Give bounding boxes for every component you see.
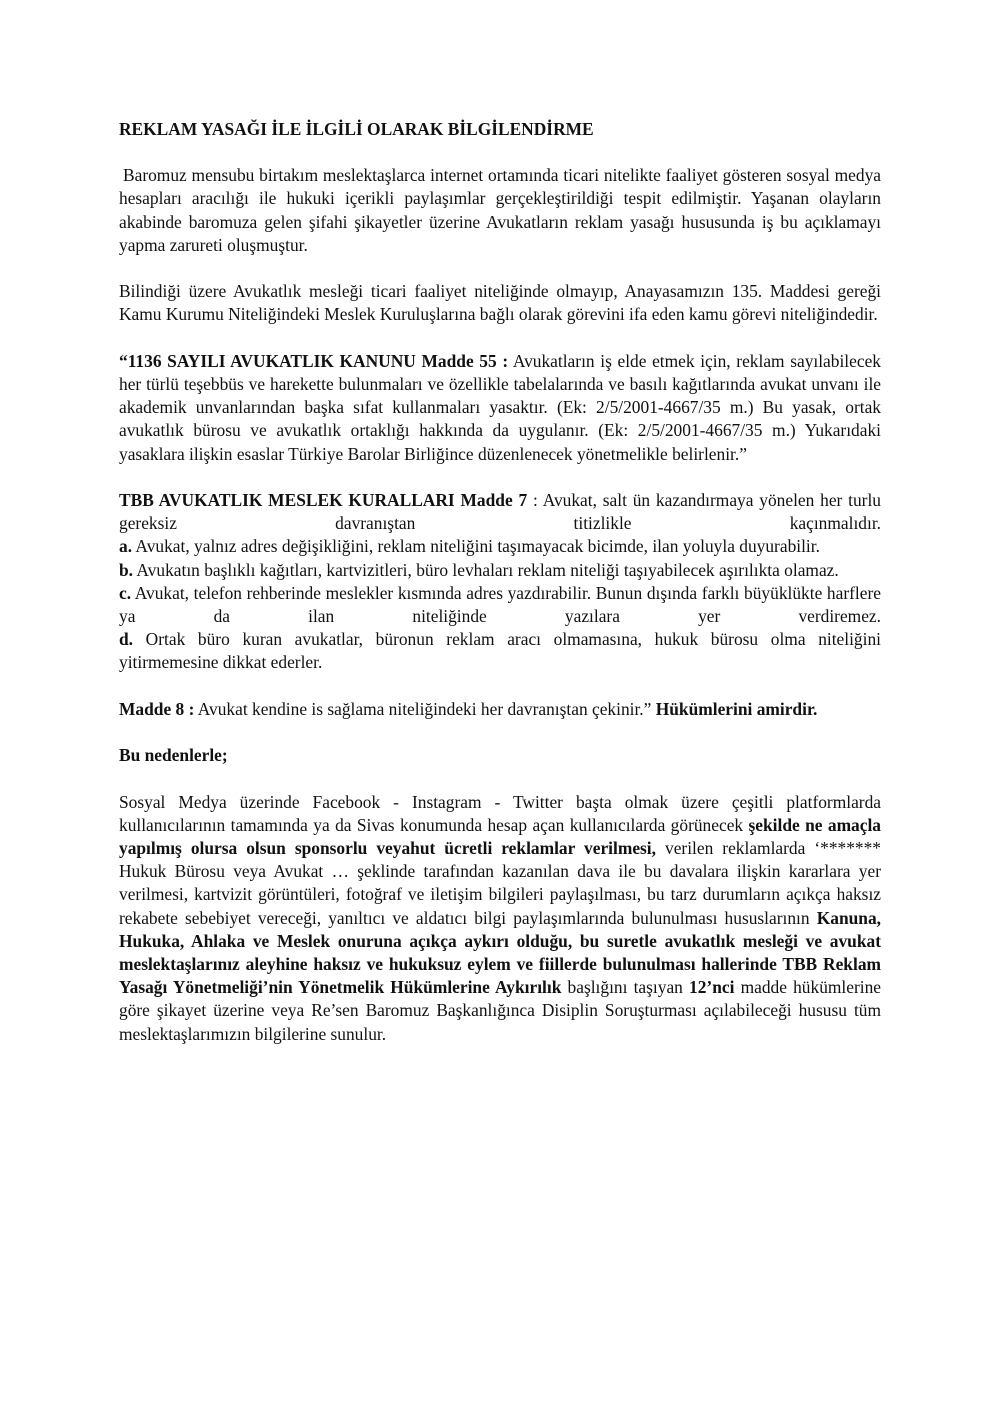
conclusion-bold-1: şekilde ne amaçla yapılmış olursa olsun sponsorlu veyahut ücretli reklamlar verilmesi, xyxy=(119,814,882,858)
tbb-rules-block xyxy=(119,489,881,675)
tbb-item-a xyxy=(119,535,881,558)
tbb-item-b-label: b. xyxy=(119,559,134,580)
paragraph-constitution: Bilindiği üzere Avukatlık mesleği ticari faaliyet niteliğinde olmayıp, Anayasamızın 135. Maddesi gereği Kamu Kurumu Niteliğindeki Meslek Kuruluşlarına bağlı olarak görevini ifa eden kamu görevi niteliğindedir. xyxy=(119,281,881,325)
tbb-item-d xyxy=(119,628,881,674)
conclusion-bold-3: 12’nci xyxy=(689,977,735,998)
tbb-item-c xyxy=(119,582,881,628)
paragraph-article-8 xyxy=(119,698,881,721)
conclusion-part-4: madde hükümlerine göre şikayet üzerine veya Re’sen Baromuz Başkanlığınca Disiplin Soruşturması açılabileceği hususu tüm meslektaşlarımızın bilgilerine sunulur. xyxy=(119,977,882,1044)
tbb-item-b xyxy=(119,559,881,582)
paragraph-therefore xyxy=(119,744,881,767)
conclusion-part-3: başlığını taşıyan xyxy=(561,977,690,998)
article-8-heading: Madde 8 : xyxy=(119,698,195,719)
document-title: REKLAM YASAĞI İLE İLGİLİ OLARAK BİLGİLENDİRME xyxy=(119,119,594,139)
paragraph-law-article-55 xyxy=(119,350,881,466)
article-8-suffix: Hükümlerini amirdir. xyxy=(651,698,818,719)
law-text: Avukatların iş elde etmek için, reklam sayılabilecek her türlü teşebbüs ve harekette bulunmaları ve özellikle tabelalarında ve basılı kağıtlarında avukat unvanı ile akademik unvanlarından başka sıfat kullanmaları yasaktır. (Ek: 2/5/2001-4667/35 m.) Bu yasak, ortak avukatlık bürosu ve avukatlık ortaklığı hakkında da uygulanır. (Ek: 2/5/2001-4667/35 m.) Yukarıdaki yasaklara ilişkin esaslar Türkiye Barolar Birliğince düzenlenecek yönetmelikle belirlenir.” xyxy=(119,350,881,464)
conclusion-part-2: verilen reklamlarda ‘******* Hukuk Bürosu veya Avukat … şeklinde tarafından kazanılan dava ile bu davalara ilişkin kararlara yer verilmesi, kartvizit görüntüleri, fotoğraf ve iletişim bilgileri paylaşılması, bu tarz durumların açıkça haksız rekabete sebebiyet vereceği, yanıltıcı ve aldatıcı bilgi paylaşımlarında bulunulması hususlarının xyxy=(119,838,881,928)
article-8-text: Avukat kendine is sağlama niteliğindeki her davranıştan çekinir.” xyxy=(194,698,652,719)
tbb-text: : Avukat, salt ün kazandırmaya yönelen her turlu gereksiz davranıştan titizlikle kaçınmalıdır. xyxy=(119,490,881,534)
tbb-item-a-label: a. xyxy=(119,536,133,557)
document-page xyxy=(119,118,881,1046)
therefore-heading: Bu nedenlerle; xyxy=(119,745,228,766)
tbb-item-c-label: c. xyxy=(119,582,132,603)
tbb-item-d-label: d. xyxy=(119,629,134,650)
tbb-item-c-text: Avukat, telefon rehberinde meslekler kısmında adres yazdırabilir. Bunun dışında farklı büyüklükte harflere ya da ilan niteliğinde yazılara yer verdiremez. xyxy=(119,582,881,627)
tbb-item-b-text: Avukatın başlıklı kağıtları, kartvizitleri, büro levhaları reklam niteliği taşıyabilecek aşırılıkta olamaz. xyxy=(133,559,839,580)
paragraph-intro: Baromuz mensubu birtakım meslektaşlarca internet ortamında ticari nitelikte faaliyet gösteren sosyal medya hesapları aracılığı ile hukuki içerikli paylaşımlar gerçekleştirildiği tespit edilmiştir. Yaşanan olayların akabinde baromuza gelen şifahi şikayetler üzerine Avukatların reklam yasağı hususunda iş bu açıklamayı yapma zarureti oluşmuştur. xyxy=(119,165,881,255)
conclusion-bold-2: Kanuna, Hukuka, Ahlaka ve Meslek onuruna açıkça aykırı olduğu, bu suretle avukatlık mesleği ve avukat meslektaşlarınız aleyhine haksız ve hukuksuz eylem ve fiillerde bulunulması hallerinde TBB Reklam Yasağı Yönetmeliği’nin Yönetmelik Hükümlerine Aykırılık xyxy=(119,907,881,998)
law-heading: “1136 SAYILI AVUKATLIK KANUNU Madde 55 : xyxy=(119,350,509,371)
paragraph-conclusion xyxy=(119,791,881,1046)
tbb-heading: TBB AVUKATLIK MESLEK KURALLARI Madde 7 xyxy=(119,490,528,510)
tbb-item-a-text: Avukat, yalnız adres değişikliğini, reklam niteliğini taşımayacak bicimde, ilan yoluyla duyurabilir. xyxy=(132,536,820,557)
conclusion-part-1: Sosyal Medya üzerinde Facebook - Instagram - Twitter başta olmak üzere çeşitli platformlarda kullanıcılarının tamamında ya da Sivas konumunda hesap açan kullanıcılarda görünecek xyxy=(119,791,881,835)
tbb-item-d-text: Ortak büro kuran avukatlar, büronun reklam aracı olmamasına, hukuk bürosu olma niteliğini yitirmemesine dikkat ederler. xyxy=(119,629,881,673)
tbb-rules-intro xyxy=(119,489,881,535)
